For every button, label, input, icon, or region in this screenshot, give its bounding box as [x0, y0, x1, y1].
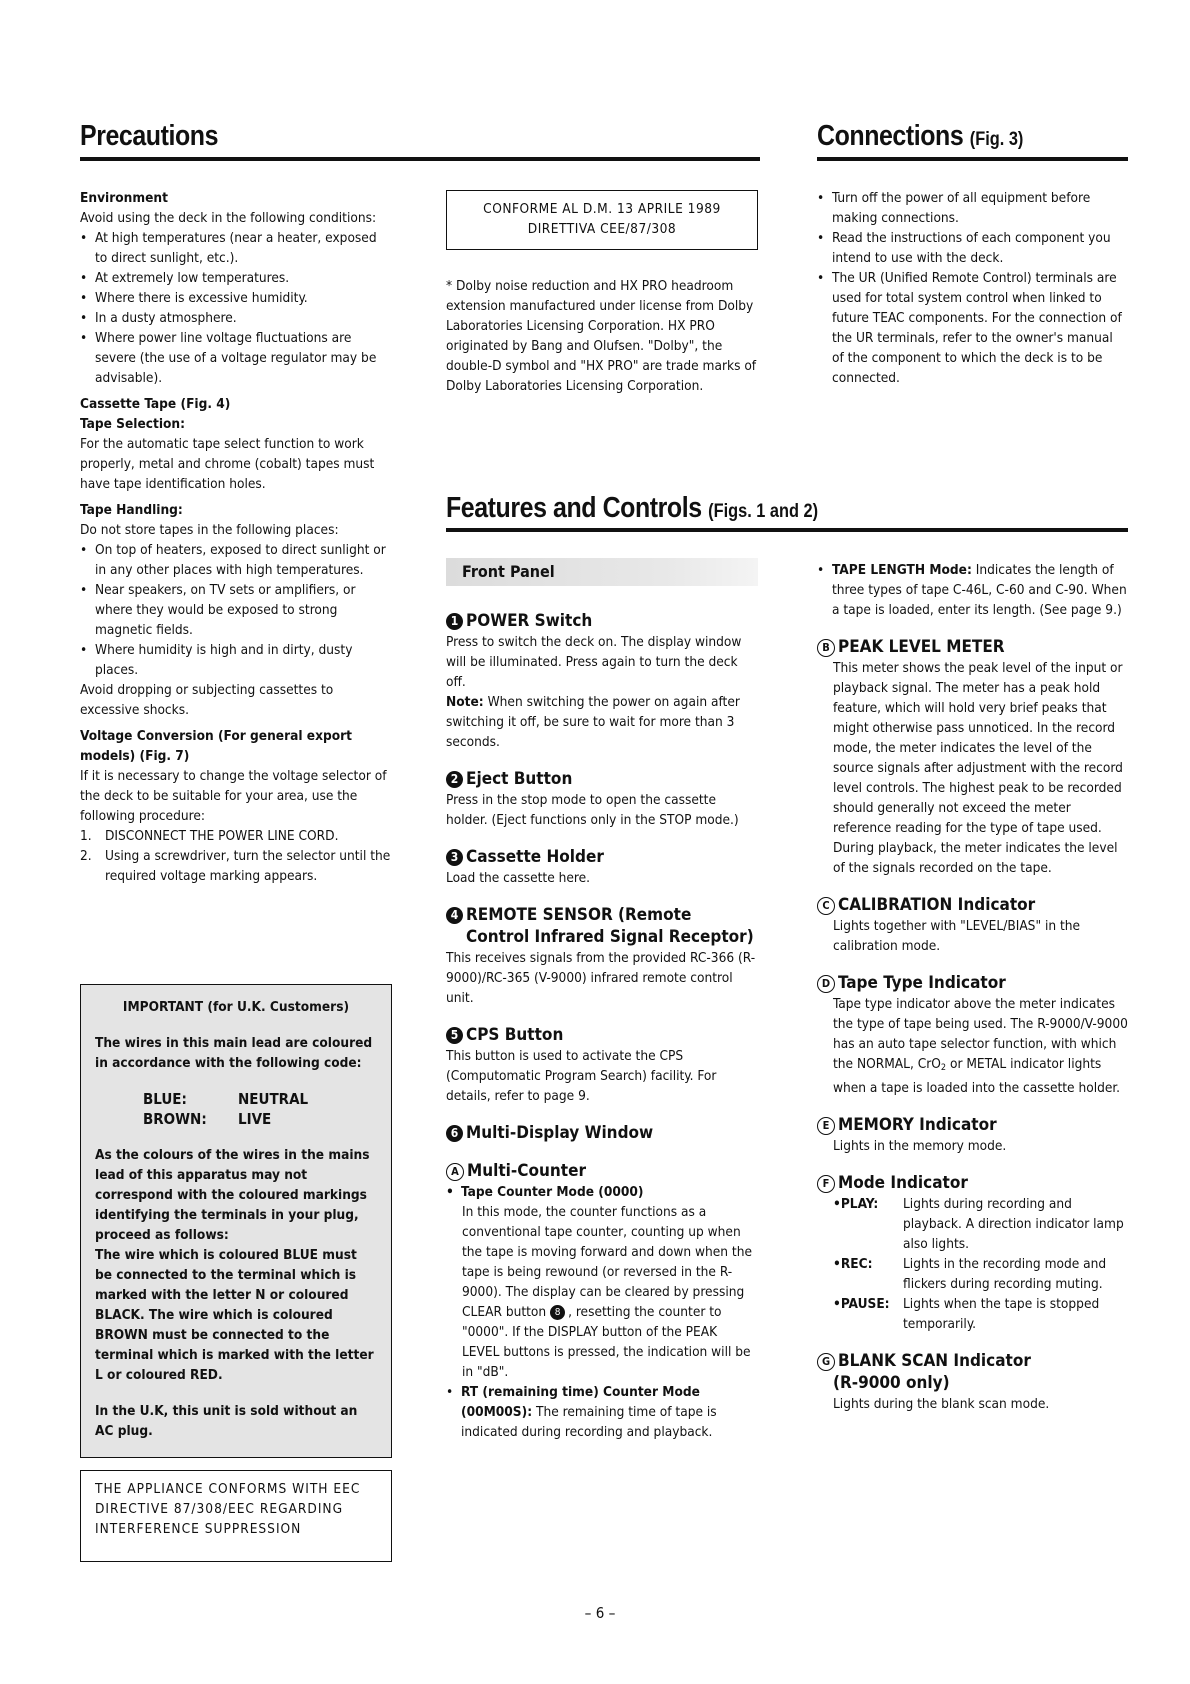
tape-handling-intro: Do not store tapes in the following places:	[80, 522, 339, 538]
important-para1: As the colours of the wires in the mains lead of this apparatus may not correspond with the coloured markings identifying the terminals in your plug, proceed as follows:	[95, 1147, 370, 1243]
important-para2: The wire which is coloured BLUE must be connected to the terminal which is marked with the letter N or coloured BLACK. The wire which is coloured BROWN must be connected to the terminal which is marked with the letter L or coloured RED.	[95, 1247, 374, 1383]
front-panel-banner	[446, 558, 758, 586]
precautions-rule	[80, 157, 760, 161]
environment-item: • In a dusty atmosphere.	[80, 308, 392, 328]
tape-selection-text: For the automatic tape select function to work properly, metal and chrome (cobalt) tapes must have tape identification holes.	[80, 436, 375, 492]
power-switch-note: Note: When switching the power on again after switching it off, be sure to wait for more than 3 seconds.	[446, 694, 740, 750]
number-8-icon: 8	[550, 1305, 565, 1320]
features-heading: Features and Controls (Figs. 1 and 2)	[446, 492, 819, 524]
mode-text: Lights during recording and playback. A direction indicator lamp also lights.	[903, 1196, 1124, 1252]
voltage-title: Voltage Conversion (For general export models) (Fig. 7)	[80, 728, 353, 764]
letter-a-icon: A	[446, 1163, 464, 1181]
connections-item: • The UR (Unified Remote Control) terminals are used for total system control when linked to future TEAC components. For the connection of the UR terminals, refer to the owner's manual of the component to which the deck is to be connected.	[817, 268, 1128, 388]
mode-text: Lights when the tape is stopped temporarily.	[903, 1296, 1100, 1332]
important-para3: In the U.K, this unit is sold without an AC plug.	[95, 1403, 358, 1439]
multi-counter-title: A Multi-Counter	[446, 1160, 758, 1182]
letter-g-icon: G	[817, 1353, 835, 1371]
eec-box	[80, 1470, 392, 1562]
connections-item: • Read the instructions of each component you intend to use with the deck.	[817, 228, 1128, 268]
features-fig-ref: (Figs. 1 and 2)	[708, 501, 819, 522]
connections-rule	[817, 157, 1128, 161]
blank-scan-indicator-text: Lights during the blank scan mode.	[833, 1396, 1050, 1412]
precautions-column	[80, 188, 392, 886]
cassette-title: Cassette Tape (Fig. 4)	[80, 396, 231, 412]
voltage-text: If it is necessary to change the voltage selector of the deck to be suitable for your area, use the following procedure:	[80, 768, 387, 824]
connections-fig-ref: (Fig. 3)	[969, 129, 1024, 150]
conforme-box	[446, 190, 758, 250]
number-6-icon: 6	[446, 1125, 463, 1142]
multi-display-title: 6 Multi-Display Window	[446, 1122, 758, 1144]
tape-handling-item: • Near speakers, on TV sets or amplifiers, or where they would be exposed to strong magnetic fields.	[80, 580, 392, 640]
letter-e-icon: E	[817, 1117, 835, 1135]
mode-label: •PLAY:	[833, 1196, 879, 1212]
cps-button-text: This button is used to activate the CPS (Computomatic Program Search) facility. For details, refer to page 9.	[446, 1048, 717, 1104]
features-rule	[446, 528, 1128, 532]
tape-handling-note: Avoid dropping or subjecting cassettes to excessive shocks.	[80, 682, 334, 718]
precautions-heading: Precautions	[80, 120, 219, 152]
memory-indicator-title: E MEMORY Indicator	[817, 1114, 1128, 1136]
peak-level-meter-title: B PEAK LEVEL METER	[817, 636, 1128, 658]
cps-button-title: 5 CPS Button	[446, 1024, 758, 1046]
blue-value: NEUTRAL	[238, 1090, 309, 1108]
important-title: IMPORTANT (for U.K. Customers)	[122, 999, 350, 1015]
environment-item: • Where there is excessive humidity.	[80, 288, 392, 308]
important-intro: The wires in this main lead are coloured in accordance with the following code:	[95, 1035, 373, 1071]
blank-scan-indicator-model: (R-9000 only)	[833, 1373, 950, 1393]
tape-type-indicator-text: Tape type indicator above the meter indicates the type of tape being used. The R-9000/V-9000 has an auto tape selector function, with which the NORMAL, CrO$_2$ or METAL indicator lights when a tape is loaded into the cassette holder.	[833, 996, 1128, 1096]
eec-text: THE APPLIANCE CONFORMS WITH EEC DIRECTIVE 87/308/EEC REGARDING INTERFERENCE SUPPRESSION	[95, 1481, 361, 1537]
remote-sensor-title: 4 REMOTE SENSOR (Remote Control Infrared Signal Receptor)	[446, 904, 758, 948]
letter-b-icon: B	[817, 639, 835, 657]
environment-item: • Where power line voltage fluctuations are severe (the use of a voltage regulator may be advisable).	[80, 328, 392, 388]
brown-value: LIVE	[238, 1110, 272, 1128]
power-switch-text: Press to switch the deck on. The display window will be illuminated. Press again to turn the deck off.	[446, 634, 742, 690]
connections-heading: Connections (Fig. 3)	[817, 120, 1024, 152]
page-number: – 6 –	[584, 1604, 616, 1622]
rt-counter-mode: • RT (remaining time) Counter Mode (00M00S): The remaining time of tape is indicated during recording and playback.	[446, 1382, 758, 1442]
tape-handling-item: • On top of heaters, exposed to direct sunlight or in any other places with high temperatures.	[80, 540, 392, 580]
controls-right-column	[817, 560, 1128, 1414]
eject-button-text: Press in the stop mode to open the cassette holder. (Eject functions only in the STOP mode.)	[446, 792, 739, 828]
front-panel-label: Front Panel	[462, 562, 555, 581]
mode-label: •PAUSE:	[833, 1296, 890, 1312]
tape-counter-mode-title: • Tape Counter Mode (0000)	[446, 1182, 758, 1202]
environment-title: Environment	[80, 190, 168, 206]
mode-indicator-title: F Mode Indicator	[817, 1172, 1128, 1194]
remote-sensor-text: This receives signals from the provided RC-366 (R-9000)/RC-365 (V-9000) infrared remote control unit.	[446, 950, 756, 1006]
number-1-icon: 1	[446, 613, 463, 630]
number-4-icon: 4	[446, 907, 463, 924]
connections-item: • Turn off the power of all equipment before making connections.	[817, 188, 1128, 228]
environment-intro: Avoid using the deck in the following conditions:	[80, 210, 377, 226]
controls-middle-column	[446, 610, 758, 1442]
cassette-holder-text: Load the cassette here.	[446, 870, 591, 886]
voltage-step: 2. Using a screwdriver, turn the selector until the required voltage marking appears.	[80, 848, 391, 884]
tape-type-indicator-title: D Tape Type Indicator	[817, 972, 1128, 994]
calibration-indicator-title: C CALIBRATION Indicator	[817, 894, 1128, 916]
letter-f-icon: F	[817, 1175, 835, 1193]
mode-text: Lights in the recording mode and flickers during recording muting.	[903, 1256, 1107, 1292]
dolby-note: * Dolby noise reduction and HX PRO headroom extension manufactured under license from Dolby Laboratories Licensing Corporation. HX PRO originated by Bang and Olufsen. "Dolby", the double-D symbol and "HX PRO" are trade marks of Dolby Laboratories Licensing Corporation.	[446, 278, 757, 394]
memory-indicator-text: Lights in the memory mode.	[833, 1138, 1007, 1154]
tape-length-mode: • TAPE LENGTH Mode: Indicates the length of three types of tape C-46L, C-60 and C-90. When a tape is loaded, enter its length. (See page 9.)	[817, 560, 1128, 620]
peak-level-meter-text: This meter shows the peak level of the input or playback signal. The meter has a peak hold feature, which will hold very brief peaks that might otherwise pass unnoticed. In the record mode, the meter indicates the level of the source signals after adjustment with the record level controls. The highest peak to be recorded should generally not exceed the meter reference reading for the type of tape used. During playback, the meter indicates the level of the signals recorded on the tape.	[833, 660, 1123, 876]
eject-button-title: 2 Eject Button	[446, 768, 758, 790]
wire-code-table	[95, 1089, 377, 1129]
letter-d-icon: D	[817, 975, 835, 993]
environment-item: • At extremely low temperatures.	[80, 268, 392, 288]
brown-label: BROWN:	[143, 1110, 207, 1128]
conforme-line1: CONFORME AL D.M. 13 APRILE 1989	[483, 201, 721, 217]
number-3-icon: 3	[446, 849, 463, 866]
power-switch-title: 1 POWER Switch	[446, 610, 758, 632]
tape-handling-title: Tape Handling:	[80, 502, 183, 518]
voltage-step: 1. DISCONNECT THE POWER LINE CORD.	[80, 828, 339, 844]
important-box	[80, 984, 392, 1458]
connections-list	[817, 188, 1128, 388]
conforme-line2: DIRETTIVA CEE/87/308	[527, 221, 677, 237]
blue-label: BLUE:	[143, 1090, 187, 1108]
cassette-holder-title: 3 Cassette Holder	[446, 846, 758, 868]
blank-scan-indicator-title: G BLANK SCAN Indicator	[817, 1350, 1128, 1372]
mode-label: •REC:	[833, 1256, 873, 1272]
tape-selection-title: Tape Selection:	[80, 416, 186, 432]
tape-handling-item: • Where humidity is high and in dirty, dusty places.	[80, 640, 392, 680]
tape-counter-mode-text: In this mode, the counter functions as a conventional tape counter, counting up when the tape is moving forward and down when the tape is being rewound (or reversed in the R-9000). The display can be cleared by pressing CLEAR button 8 , resetting the counter to "0000". If the DISPLAY button of the PEAK LEVEL buttons is pressed, the indication will be in "dB".	[462, 1204, 753, 1380]
calibration-indicator-text: Lights together with "LEVEL/BIAS" in the calibration mode.	[833, 918, 1081, 954]
environment-item: • At high temperatures (near a heater, exposed to direct sunlight, etc.).	[80, 228, 392, 268]
number-2-icon: 2	[446, 771, 463, 788]
mode-indicator-list	[817, 1194, 1128, 1334]
number-5-icon: 5	[446, 1027, 463, 1044]
letter-c-icon: C	[817, 897, 835, 915]
